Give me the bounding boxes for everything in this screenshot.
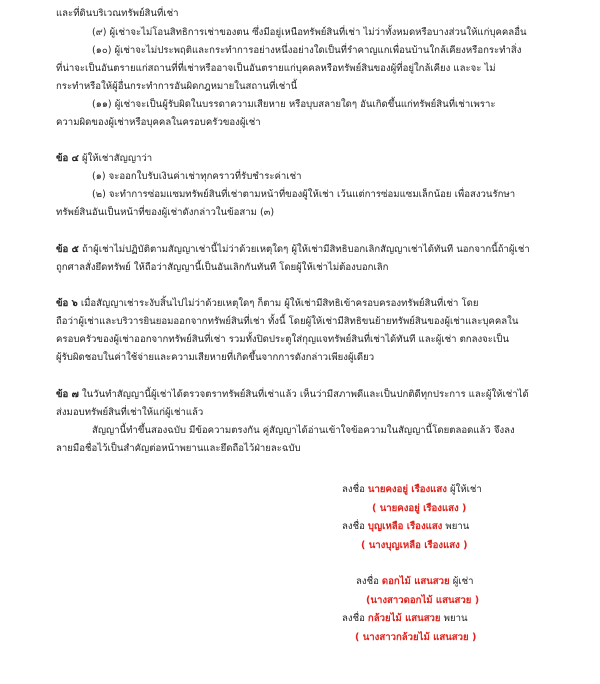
- clause7-heading: ข้อ ๗: [56, 389, 79, 400]
- witness1-name: บุญเหลือ เรืองแสง: [367, 521, 443, 532]
- signature-witness2: [342, 612, 468, 626]
- clause6-text: เมื่อสัญญาเช่าระงับสิ้นไปไม่ว่าด้วยเหตุใดๆ ก็ตาม ผู้ให้เช่ามีสิทธิเข้าครอบครองทรัพย์สินที่เช่า โดย: [80, 298, 479, 309]
- clause6-line3: ครอบครัวของผู้เช่าออกจากทรัพย์สินที่เช่า รวมทั้งปิดประตูใส่กุญแจทรัพย์สินที่เช่าได้ทันที และผู้เช่า ตกลงจะเป็น: [56, 334, 509, 345]
- clause3-item9: (๙) ผู้เช่าจะไม่โอนสิทธิการเช่าของตน ซึ่งมีอยู่เหนือทรัพย์สินที่เช่า ไม่ว่าทั้งหมดหรือบางส่วนให้แก่บุคคลอื่น: [92, 27, 527, 38]
- clause6-heading: ข้อ ๖: [56, 298, 78, 309]
- lessee-role: ผู้เช่า: [452, 576, 474, 587]
- clause4-text: ผู้ให้เช่าสัญญาว่า: [81, 153, 153, 164]
- lessee-paren-name: (นางสาวดอกไม้ แสนสวย ): [366, 595, 480, 606]
- witness2-role: พยาน: [443, 613, 468, 624]
- sign-prefix: ลงชื่อ: [342, 521, 365, 532]
- intro-line: และที่ดินบริเวณทรัพย์สินที่เช่า: [56, 8, 179, 19]
- clause3-item10-line1: (๑๐) ผู้เช่าจะไม่ประพฤติและกระทำการอย่างหนึ่งอย่างใดเป็นที่รำคาญแกเพื่อนบ้านใกล้เคียงหรือกระทำสิ่ง: [92, 45, 522, 56]
- signature-lessee: [356, 575, 474, 589]
- sign-prefix: ลงชื่อ: [342, 613, 365, 624]
- witness1-paren-name: ( นางบุญเหลือ เรืองแสง ): [361, 540, 468, 551]
- lessee-name: ดอกไม้ แสนสวย: [381, 576, 450, 587]
- sign-prefix: ลงชื่อ: [342, 484, 365, 495]
- clause4-line: [56, 152, 152, 166]
- clause6-line1: [56, 297, 479, 311]
- clause5-line2: ถูกศาลสั่งยึดทรัพย์ ให้ถือว่าสัญญานี้เป็นอันเลิกกันทันที โดยผู้ให้เช่าไม่ต้องบอกเลิก: [56, 262, 389, 273]
- closing-line2: ลายมือชื่อไว้เป็นสำคัญต่อหน้าพยานและยึดถือไว้ฝ่ายละฉบับ: [56, 443, 301, 454]
- clause4-heading: ข้อ ๔: [56, 153, 79, 164]
- lessor-paren-name: ( นายคงอยู่ เรืองแสง ): [372, 503, 467, 514]
- clause3-item11-line1: (๑๑) ผู้เช่าจะเป็นผู้รับผิดในบรรดาความเสียหาย หรือบุบสลายใดๆ อันเกิดขึ้นแก่ทรัพย์สินที่เช่าเพราะ: [92, 99, 496, 110]
- signature-witness1: [342, 520, 469, 534]
- lessor-role: ผู้ให้เช่า: [449, 484, 482, 495]
- clause7-text: ในวันทำสัญญานี้ผู้เช่าได้ตรวจตราทรัพย์สินที่เช่าแล้ว เห็นว่ามีสภาพดีและเป็นปกติดีทุกประการ และผู้ให้เช่าได้: [81, 389, 529, 400]
- signature-lessor: [342, 483, 482, 497]
- sign-prefix: ลงชื่อ: [356, 576, 379, 587]
- closing-line1: สัญญานี้ทำขึ้นสองฉบับ มีข้อความตรงกัน คู่สัญญาได้อ่านเข้าใจข้อความในสัญญานี้โดยตลอดแล้ว จึงลง: [92, 425, 515, 436]
- witness2-name: กล้วยไม้ แสนสวย: [367, 613, 441, 624]
- witness2-paren-name: ( นางสาวกล้วยไม้ แสนสวย ): [355, 632, 477, 643]
- clause5-heading: ข้อ ๕: [56, 244, 79, 255]
- clause6-line4: ผู้รับผิดชอบในค่าใช้จ่ายและความเสียหายที่เกิดขึ้นจากการดังกล่าวเพียงผู้เดียว: [56, 352, 375, 363]
- witness1-role: พยาน: [445, 521, 470, 532]
- clause5-line1: [56, 243, 530, 257]
- clause4-item2-line2: ทรัพย์สินอันเป็นหน้าที่ของผู้เช่าดังกล่าวในข้อสาม (๓): [56, 207, 275, 218]
- clause4-item1: (๑) จะออกใบรับเงินค่าเช่าทุกคราวที่รับชำระค่าเช่า: [92, 171, 302, 182]
- clause7-line2: ส่งมอบทรัพย์สินที่เช่าให้แก่ผู้เช่าแล้ว: [56, 407, 204, 418]
- clause4-item2-line1: (๒) จะทำการซ่อมแซมทรัพย์สินที่เช่าตามหน้าที่ของผู้ให้เช่า เว้นแต่การซ่อมแซมเล็กน้อย เพื่อสงวนรักษา: [92, 189, 516, 200]
- clause7-line1: [56, 388, 529, 402]
- clause3-item10-line3: กระทำหรือให้ผู้อื่นกระทำการอันผิดกฎหมายในสถานที่เช่านี้: [56, 81, 298, 92]
- clause5-text: ถ้าผู้เช่าไม่ปฏิบัติตามสัญญาเช่านี้ไม่ว่าด้วยเหตุใดๆ ผู้ให้เช่ามีสิทธิบอกเลิกสัญญาเช่าได้ทันที นอกจากนี้ถ้าผู้เช่า: [81, 244, 530, 255]
- clause3-item10-line2: ที่น่าจะเป็นอันตรายแก่สถานที่ที่เช่าหรืออาจเป็นอันตรายแก่บุคคลหรือทรัพย์สินของผู้ที่อยู่ใกล้เคียง และจะ ไม่: [56, 63, 496, 74]
- lessor-name: นายคงอยู่ เรืองแสง: [367, 484, 447, 495]
- clause3-item11-line2: ความผิดของผู้เช่าหรือบุคคลในครอบครัวของผู้เช่า: [56, 117, 261, 128]
- clause6-line2: ถือว่าผู้เช่าและบริวารยินยอมออกจากทรัพย์สินที่เช่า ทั้งนี้ โดยผู้ให้เช่ามีสิทธิขนย้ายทรัพย์สินของผู้เช่าและบุคคลใน: [56, 316, 519, 327]
